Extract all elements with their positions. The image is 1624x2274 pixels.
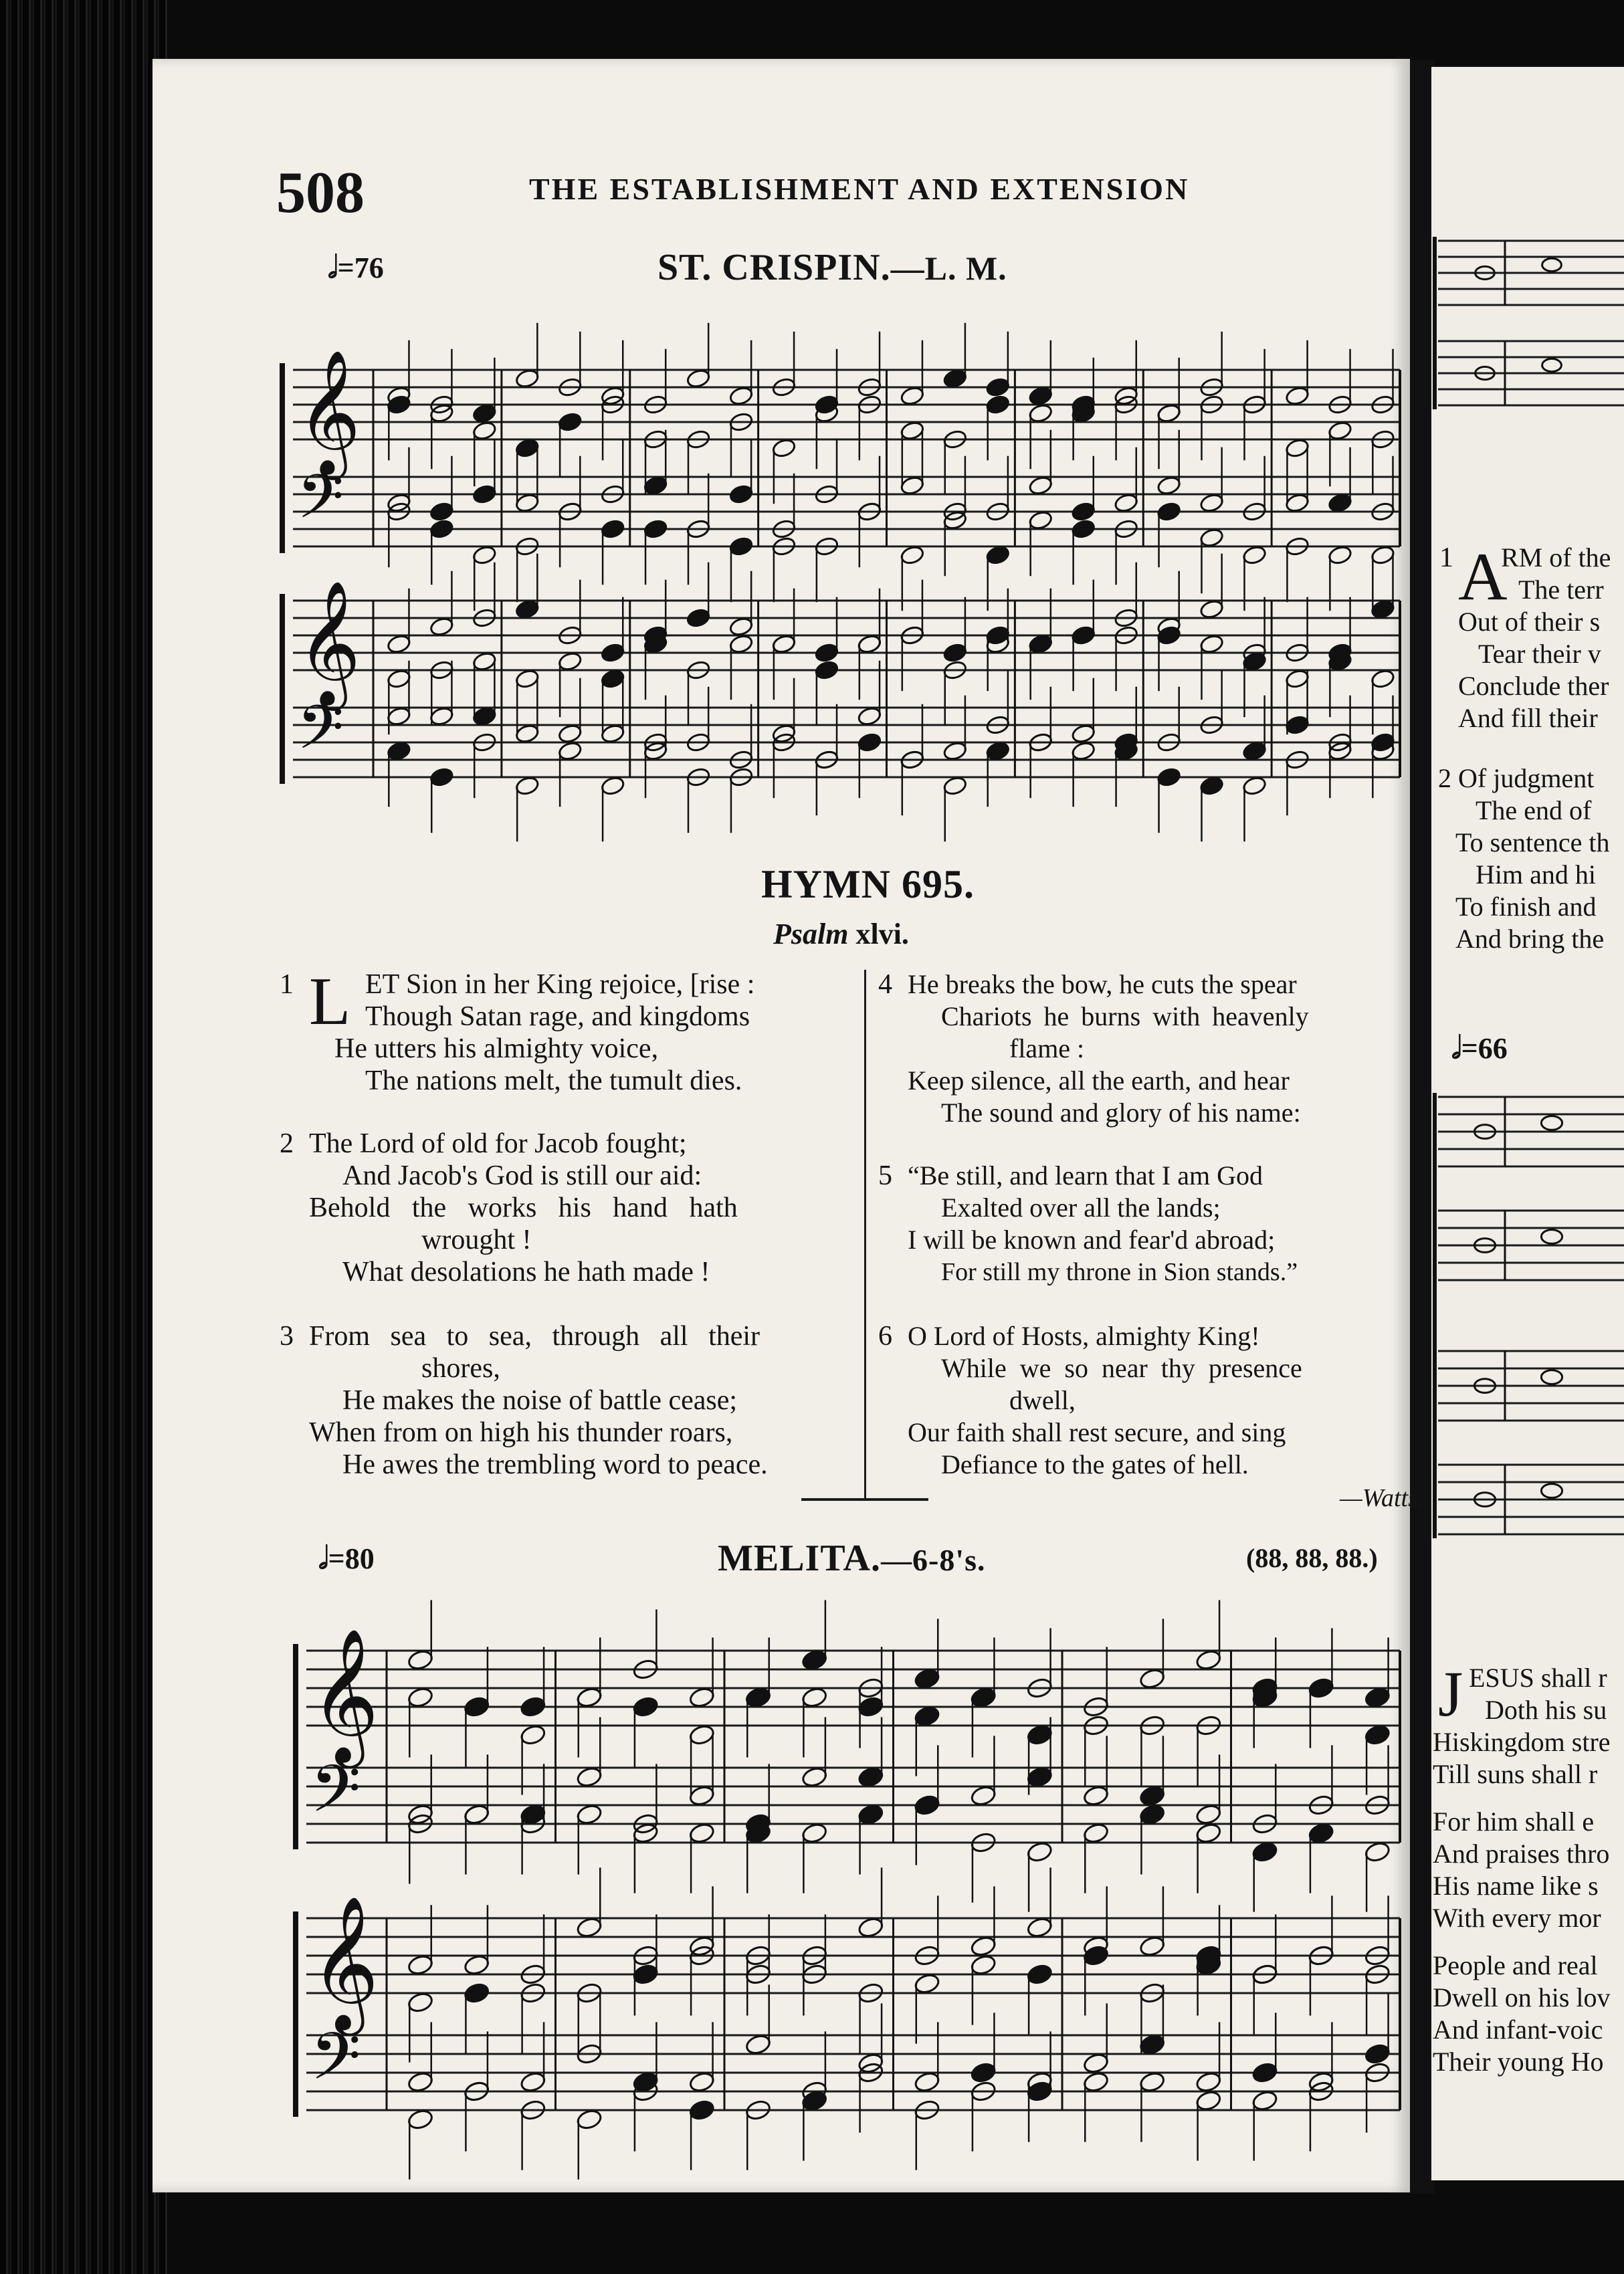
right-page-score-top (1431, 227, 1624, 428)
note-head (407, 1649, 434, 1671)
note-head (643, 518, 668, 540)
note-head (1328, 492, 1353, 514)
verse-line: shores, (421, 1353, 500, 1384)
treble-staff (293, 601, 1400, 670)
bass-clef-icon: 𝄢 (310, 2019, 361, 2110)
note-head (557, 723, 583, 744)
note-head (1138, 2071, 1166, 2093)
verse-line: What desolations he hath made ! (342, 1257, 710, 1287)
right-page-fragment (1431, 67, 1624, 2180)
verse-line: He utters his almighty voice, (334, 1033, 659, 1064)
treble-staff (1438, 241, 1624, 305)
note-head (1199, 633, 1225, 655)
verse-line: Tear their v (1478, 639, 1601, 669)
note-head (1028, 510, 1053, 531)
note-head (771, 437, 797, 459)
note-head (857, 1695, 884, 1718)
verse-line: For still my throne in Sion stands.” (941, 1258, 1298, 1286)
note-head (857, 706, 882, 727)
note-head (688, 2071, 716, 2093)
note-head (801, 1686, 828, 1709)
note-head (1364, 1724, 1391, 1746)
note-head (1028, 385, 1053, 407)
note-head (1371, 544, 1396, 566)
tune2-metre-numbers: (88, 88, 88.) (1246, 1543, 1378, 1573)
verse-line: dwell, (1009, 1385, 1076, 1415)
verse-line: Conclude ther (1458, 671, 1609, 701)
treble-clef-icon: 𝄞 (310, 1627, 379, 1762)
note-head (429, 766, 454, 788)
melita-score-system-1 (286, 1600, 1403, 1888)
verse-line: ESUS shall r (1469, 1663, 1607, 1693)
note-head (472, 706, 497, 727)
bass-clef-icon: 𝄢 (310, 1751, 361, 1843)
note-head (1242, 775, 1267, 797)
note-head (728, 385, 754, 407)
note-head (1138, 2033, 1166, 2056)
half-note-icon: 𝅗𝅥 (318, 1541, 328, 1575)
treble-clef-icon: 𝄞 (310, 1895, 379, 2030)
note-head (1195, 2089, 1222, 2112)
note-head (1114, 492, 1139, 514)
st-crispin-score-system-1 (273, 310, 1403, 584)
verse-line: For him shall e (1433, 1806, 1595, 1837)
note-head (1156, 766, 1182, 788)
verse-line: Exalted over all the lands; (941, 1193, 1221, 1223)
bass-staff (306, 1768, 1400, 1843)
note-head (472, 484, 497, 505)
section-divider (801, 1498, 928, 1501)
note-head (557, 740, 583, 762)
note-head (688, 2099, 716, 2122)
verse-dropcap: A (1458, 539, 1508, 615)
hymn-title: HYMN 695. (761, 862, 975, 906)
verse-line: Though Satan rage, and kingdoms (365, 1001, 750, 1032)
half-note-icon: 𝅗𝅥 (328, 250, 338, 284)
note-head (632, 1963, 659, 1986)
note-head (970, 1784, 997, 1807)
note-head (688, 1686, 716, 1709)
bass-staff (1438, 1211, 1624, 1280)
note-head (1199, 527, 1225, 548)
note-head (519, 2071, 546, 2093)
note-head (1071, 723, 1096, 744)
running-head: THE ESTABLISHMENT AND EXTENSION (529, 172, 1190, 206)
verse-number: 2 (280, 1128, 294, 1159)
note-head (386, 633, 411, 655)
note-head (686, 368, 711, 389)
note-head (1328, 420, 1353, 441)
note-head (857, 1803, 884, 1826)
verse-line: With every mor (1433, 1903, 1601, 1933)
note-head (985, 394, 1011, 415)
verse-line: Behold the works his hand hath (309, 1193, 738, 1223)
note-head (1195, 1649, 1222, 1671)
note-head (1285, 437, 1310, 459)
note-head (472, 420, 497, 441)
note-head (1542, 258, 1562, 271)
note-head (1285, 385, 1310, 407)
system-bracket (1433, 237, 1437, 409)
note-head (429, 616, 454, 637)
note-head (514, 668, 540, 690)
note-head (970, 1686, 997, 1709)
note-head (686, 607, 711, 629)
note-head (1138, 1784, 1166, 1807)
note-head (600, 642, 625, 663)
verse-line: I will be known and fear'd abroad; (908, 1225, 1276, 1255)
verse-line: The end of (1476, 795, 1592, 825)
note-head (576, 1803, 603, 1826)
note-head (519, 1724, 546, 1746)
verse-line: And infant-voic (1433, 2014, 1603, 2045)
verse-dropcap: J (1438, 1658, 1463, 1730)
verse-line: Their young Ho (1433, 2047, 1604, 2077)
note-head (728, 633, 754, 655)
verse-line: ET Sion in her King rejoice, [rise : (365, 969, 755, 1000)
system-bracket (293, 1644, 298, 1849)
note-head (514, 492, 540, 514)
note-head (1308, 1677, 1335, 1699)
verse-line: And Jacob's God is still our aid: (342, 1160, 702, 1191)
verse-number: 5 (878, 1160, 892, 1191)
note-head (576, 1916, 603, 1939)
note-head (970, 1935, 997, 1958)
system-bracket (293, 1911, 298, 2117)
note-head (857, 732, 882, 753)
note-head (1156, 475, 1182, 496)
note-head (1285, 492, 1310, 514)
verse-line: To finish and (1455, 892, 1597, 922)
verse-line: And bring the (1455, 924, 1605, 954)
note-head (643, 475, 668, 496)
note-head (600, 518, 625, 540)
note-head (557, 651, 583, 672)
note-head (463, 1803, 490, 1826)
note-head (386, 668, 411, 690)
verse-line: And fill their (1458, 703, 1598, 733)
bass-staff (293, 477, 1400, 546)
note-head (514, 437, 540, 459)
verse-line: When from on high his thunder roars, (309, 1417, 733, 1448)
tune2-tempo: 𝅗𝅥=80 (318, 1541, 375, 1575)
note-head (472, 544, 497, 566)
treble-clef-icon: 𝄞 (297, 349, 361, 475)
verse-number: 4 (878, 969, 892, 1000)
verse-line: And praises thro (1433, 1839, 1610, 1869)
verse-line: He awes the trembling word to peace. (342, 1449, 768, 1480)
note-head (1251, 2089, 1279, 2112)
verse-line: RM of the (1501, 542, 1611, 573)
verse-line: Our faith shall rest secure, and sing (908, 1417, 1286, 1447)
hymn-attribution: —Watts. (1340, 1484, 1425, 1512)
note-head (1371, 668, 1396, 690)
note-head (576, 1686, 603, 1709)
note-head (1542, 358, 1562, 371)
note-head (970, 1954, 997, 1976)
system-bracket (280, 594, 285, 784)
system-bracket (280, 363, 285, 553)
note-head (600, 775, 625, 797)
note-head (801, 1766, 828, 1788)
note-head (1071, 518, 1096, 540)
note-head (1541, 1484, 1562, 1498)
verse-line: Chariots he burns with heavenly (941, 1001, 1309, 1031)
book-spine (0, 0, 167, 2274)
note-head (463, 1954, 490, 1976)
verse-line: To sentence th (1455, 827, 1610, 857)
note-head (407, 2071, 434, 2093)
verse-line: Defiance to the gates of hell. (941, 1449, 1249, 1479)
note-head (429, 518, 454, 540)
note-head (1371, 599, 1396, 620)
note-head (407, 1954, 434, 1976)
note-head (429, 706, 454, 727)
note-head (688, 1724, 716, 1746)
note-head (1026, 1963, 1053, 1986)
note-head (1028, 633, 1053, 655)
note-head (576, 1766, 603, 1788)
treble-staff (1438, 1097, 1624, 1166)
note-head (1199, 492, 1225, 514)
note-head (942, 775, 968, 797)
note-head (472, 403, 497, 424)
note-head (1195, 2071, 1222, 2093)
note-head (514, 599, 540, 620)
note-head (1251, 2061, 1279, 2084)
treble-staff (1438, 1351, 1624, 1421)
note-head (1071, 501, 1096, 522)
note-head (1364, 1686, 1391, 1709)
verse-line: People and real (1433, 1950, 1598, 1980)
note-head (985, 544, 1011, 566)
note-head (1195, 1822, 1222, 1845)
note-head (600, 723, 625, 744)
note-head (1541, 1230, 1562, 1244)
note-head (857, 1766, 884, 1788)
note-head (632, 1695, 659, 1718)
note-head (407, 1991, 434, 2014)
bass-staff (1438, 341, 1624, 405)
verse-line: He breaks the bow, he cuts the spear (908, 969, 1297, 999)
half-note-icon: 𝅗𝅥 (1451, 1031, 1461, 1065)
verse-line: From sea to sea, through all their (309, 1321, 760, 1352)
note-head (914, 1667, 941, 1690)
hymn-right-column (878, 968, 1425, 1544)
note-head (1082, 2071, 1110, 2093)
note-head (576, 2108, 603, 2131)
verse-line: flame : (1009, 1033, 1085, 1063)
hymn-source: Psalm xlvi. (773, 918, 909, 950)
note-head (1242, 740, 1267, 762)
note-head (1541, 1370, 1562, 1384)
st-crispin-score-system-2 (273, 564, 1403, 838)
note-head (386, 706, 411, 727)
verse-line: Dwell on his lov (1433, 1982, 1611, 2012)
verse-line: Keep silence, all the earth, and hear (908, 1065, 1290, 1096)
treble-clef-icon: 𝄞 (297, 580, 361, 706)
verse-line: Doth his su (1485, 1695, 1607, 1725)
note-head (1541, 1116, 1562, 1130)
note-head (942, 368, 968, 389)
note-head (429, 501, 454, 522)
verse-dropcap: L (309, 964, 351, 1039)
note-head (1364, 1841, 1391, 1863)
note-head (463, 1982, 490, 2004)
tune2-title: MELITA.—6-8's. (718, 1538, 986, 1579)
note-head (1285, 668, 1310, 690)
column-divider (864, 970, 866, 1498)
verse-number: 1 (1439, 542, 1453, 573)
note-head (514, 723, 540, 744)
note-head (1026, 1916, 1053, 1939)
note-head (514, 368, 540, 389)
tune1-title: ST. CRISPIN.—L. M. (657, 247, 1007, 288)
note-head (771, 633, 797, 655)
note-head (600, 668, 625, 690)
note-head (900, 420, 925, 441)
note-head (514, 775, 540, 797)
note-head (1195, 1803, 1222, 1826)
note-head (1026, 1766, 1053, 1788)
verse-line: The nations melt, the tumult dies. (365, 1065, 742, 1096)
note-head (1071, 740, 1096, 762)
note-head (1082, 2052, 1110, 2075)
note-head (1308, 1822, 1335, 1845)
note-head (1242, 544, 1267, 566)
verse-number: 3 (280, 1321, 294, 1352)
verse-number: 1 (280, 969, 294, 1000)
note-head (407, 1686, 434, 1709)
note-head (688, 1822, 716, 1845)
note-head (900, 544, 925, 566)
note-head (1156, 403, 1182, 424)
note-head (914, 1972, 941, 1995)
verse-line: Hiskingdom stre (1433, 1727, 1611, 1757)
treble-staff (293, 370, 1400, 439)
note-head (472, 651, 497, 672)
note-head (728, 536, 754, 557)
note-head (942, 642, 968, 663)
verse-line: “Be still, and learn that I am God (908, 1160, 1263, 1191)
note-head (900, 385, 925, 407)
note-head (801, 1649, 828, 1671)
bass-staff (1438, 1465, 1624, 1534)
melita-score-system-2 (286, 1878, 1403, 2166)
note-head (970, 2061, 997, 2084)
verse-line: Him and hi (1476, 859, 1596, 890)
note-head (1328, 544, 1353, 566)
note-head (914, 1705, 941, 1728)
treble-staff (306, 1918, 1400, 1993)
note-head (728, 616, 754, 637)
tune1-tempo: 𝅗𝅥=76 (328, 250, 384, 284)
note-head (1138, 1803, 1166, 1826)
note-head (1199, 775, 1225, 797)
note-head (386, 740, 411, 762)
note-head (1026, 1841, 1053, 1863)
note-head (1199, 599, 1225, 620)
verse-line: wrought ! (421, 1225, 532, 1255)
note-head (1026, 1724, 1053, 1746)
note-head (688, 1784, 716, 1807)
verse-line: The Lord of old for Jacob fought; (309, 1128, 687, 1159)
note-head (857, 633, 882, 655)
verse-line: While we so near thy presence (941, 1353, 1302, 1383)
note-head (744, 2033, 772, 2056)
verse-number: 6 (878, 1321, 892, 1352)
note-head (728, 484, 754, 505)
note-head (985, 740, 1011, 762)
verse-line: O Lord of Hosts, almighty King! (908, 1321, 1260, 1351)
note-head (801, 1822, 828, 1845)
note-head (1364, 2043, 1391, 2065)
note-head (985, 377, 1011, 398)
page-number: 508 (276, 161, 365, 225)
note-head (1082, 1784, 1110, 1807)
bass-clef-icon: 𝄢 (297, 461, 344, 546)
bass-staff (293, 708, 1400, 777)
note-head (814, 659, 839, 681)
bass-clef-icon: 𝄢 (297, 692, 344, 777)
note-head (914, 2071, 941, 2093)
verse-line: His name like s (1433, 1871, 1599, 1901)
verse-line: The terr (1518, 575, 1604, 605)
verse-line: 2 Of judgment (1438, 763, 1595, 793)
verse-line: He makes the noise of battle cease; (342, 1385, 738, 1416)
note-head (557, 411, 583, 433)
note-head (1156, 501, 1182, 522)
note-head (1028, 403, 1053, 424)
verse-line: Till suns shall r (1433, 1759, 1598, 1789)
verse-line: Out of their s (1458, 607, 1601, 637)
verse-line: The sound and glory of his name: (941, 1098, 1301, 1128)
right-page-score-bottom (1431, 1077, 1624, 1632)
note-head (942, 740, 968, 762)
note-head (1285, 714, 1310, 736)
note-head (1028, 475, 1053, 496)
note-head (519, 1695, 546, 1718)
note-head (857, 1916, 884, 1939)
note-head (900, 475, 925, 496)
left-page (153, 59, 1425, 2192)
note-head (1082, 1822, 1110, 1845)
note-head (1251, 1841, 1279, 1863)
note-head (1138, 1935, 1166, 1958)
note-head (407, 2108, 434, 2131)
right-page-tempo: 𝅗𝅥=66 (1451, 1031, 1508, 1065)
note-head (1138, 1667, 1166, 1690)
system-bracket (1433, 1093, 1437, 1538)
note-head (814, 642, 839, 663)
